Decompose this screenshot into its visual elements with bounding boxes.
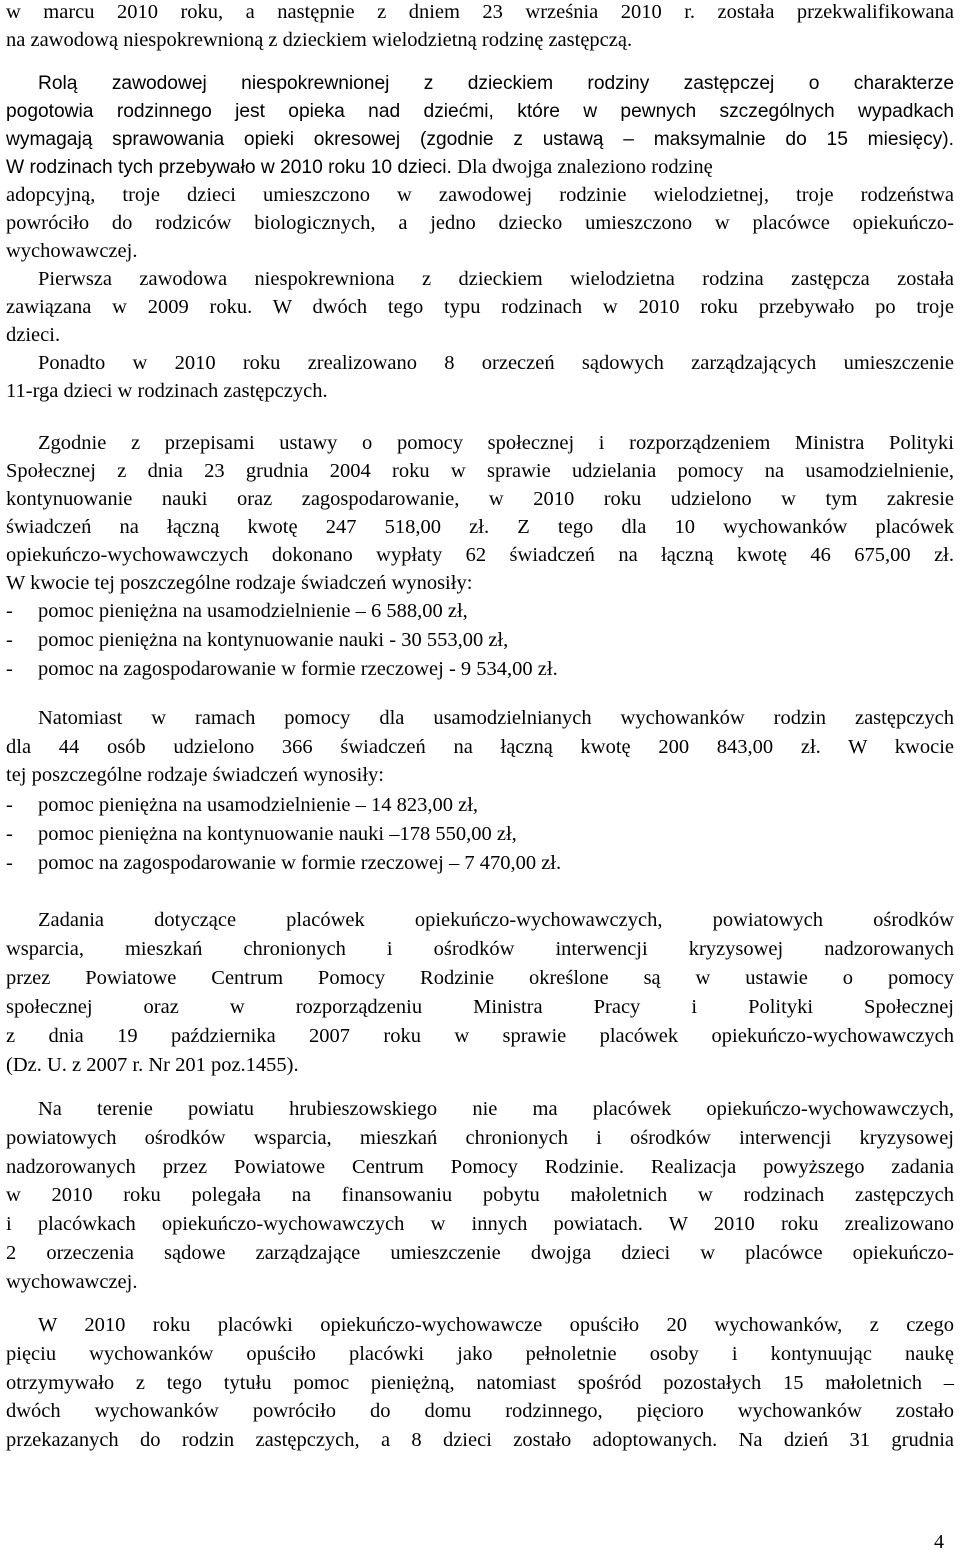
list-item: pomoc na zagospodarowanie w formie rzeczowej - 9 534,00 zł. bbox=[38, 658, 558, 680]
text-line: Natomiast w ramach pomocy dla usamodzielnianych wychowanków rodzin zastępczych bbox=[38, 707, 954, 729]
text-line: powróciło do rodziców biologicznych, a jedno dziecko umieszczono w placówce opiekuńczo- bbox=[6, 212, 954, 234]
text-line: dla 44 osób udzielono 366 świadczeń na łączną kwotę 200 843,00 zł. W kwocie bbox=[6, 736, 954, 758]
text-line: (Dz. U. z 2007 r. Nr 201 poz.1455). bbox=[6, 1054, 299, 1076]
text-line: w 2010 roku polegała na finansowaniu pobytu małoletnich w rodzinach zastępczych bbox=[6, 1184, 954, 1206]
text-line: Ponadto w 2010 roku zrealizowano 8 orzeczeń sądowych zarządzających umieszczenie bbox=[38, 352, 954, 374]
text-line: z dnia 19 października 2007 roku w sprawie placówek opiekuńczo-wychowawczych bbox=[6, 1025, 954, 1047]
text-line: na zawodową niespokrewnioną z dzieckiem wielodzietną rodzinę zastępczą. bbox=[6, 29, 633, 51]
text-line: W kwocie tej poszczególne rodzaje świadczeń wynosiły: bbox=[6, 572, 473, 594]
list-marker: - bbox=[6, 794, 13, 816]
text-line: Zgodnie z przepisami ustawy o pomocy społecznej i rozporządzeniem Ministra Polityki bbox=[38, 432, 954, 454]
text-line: świadczeń na łączną kwotę 247 518,00 zł. Z tego dla 10 wychowanków placówek bbox=[6, 516, 954, 538]
list-marker: - bbox=[6, 852, 13, 874]
text-line: kontynuowanie nauki oraz zagospodarowanie, w 2010 roku udzielono w tym zakresie bbox=[6, 488, 954, 510]
text-line: przez Powiatowe Centrum Pomocy Rodzinie określone są w ustawie o pomocy bbox=[6, 967, 954, 989]
text-line: nadzorowanych przez Powiatowe Centrum Pomocy Rodzinie. Realizacja powyższego zadania bbox=[6, 1156, 954, 1178]
list-marker: - bbox=[6, 629, 13, 651]
text-line: opiekuńczo-wychowawczych dokonano wypłaty 62 świadczeń na łączną kwotę 46 675,00 zł. bbox=[6, 544, 954, 566]
list-marker: - bbox=[6, 658, 13, 680]
text-line: dwóch wychowanków powróciło do domu rodzinnego, pięcioro wychowanków zostało bbox=[6, 1400, 954, 1422]
text-line: i placówkach opiekuńczo-wychowawczych w innych powiatach. W 2010 roku zrealizowano bbox=[6, 1213, 954, 1235]
list-item: pomoc na zagospodarowanie w formie rzeczowej – 7 470,00 zł. bbox=[38, 852, 562, 874]
text-line: przekazanych do rodzin zastępczych, a 8 dzieci zostało adoptowanych. Na dzień 31 grudnia bbox=[6, 1429, 954, 1451]
text-line bbox=[6, 154, 713, 182]
text-line: pięciu wychowanków opuściło placówki jako pełnoletnie osoby i kontynuując naukę bbox=[6, 1343, 954, 1365]
text-line: wymagają sprawowania opieki okresowej (zgodnie z ustawą – maksymalnie do 15 miesięcy). bbox=[6, 129, 954, 150]
text-line: wychowawczej. bbox=[6, 1271, 138, 1293]
text-line: adopcyjną, troje dzieci umieszczono w zawodowej rodzinie wielodzietnej, troje rodzeństwa bbox=[6, 184, 954, 206]
text-line: wychowawczej. bbox=[6, 240, 138, 262]
text-line: tej poszczególne rodzaje świadczeń wynosiły: bbox=[6, 764, 384, 786]
text-line: otrzymywało z tego tytułu pomoc pieniężną, natomiast spośród pozostałych 15 małoletnich – bbox=[6, 1372, 954, 1394]
text-line: dzieci. bbox=[6, 324, 61, 346]
list-item: pomoc pieniężna na kontynuowanie nauki –178 550,00 zł, bbox=[38, 823, 517, 845]
text-line: Rolą zawodowej niespokrewnionej z dzieckiem rodziny zastępczej o charakterze bbox=[38, 73, 954, 94]
list-marker: - bbox=[6, 600, 13, 622]
text-line: 11-rga dzieci w rodzinach zastępczych. bbox=[6, 380, 328, 402]
text-span: W rodzinach tych przebywało w 2010 roku 10 dzieci. bbox=[6, 157, 452, 178]
text-line: pogotowia rodzinnego jest opieka nad dziećmi, które w pewnych szczególnych wypadkach bbox=[6, 101, 954, 122]
text-line: 2 orzeczenia sądowe zarządzające umieszczenie dwojga dzieci w placówce opiekuńczo- bbox=[6, 1242, 954, 1264]
list-item: pomoc pieniężna na kontynuowanie nauki - 30 553,00 zł, bbox=[38, 629, 509, 651]
text-line: wsparcia, mieszkań chronionych i ośrodków interwencji kryzysowej nadzorowanych bbox=[6, 938, 954, 960]
text-line: społecznej oraz w rozporządzeniu Ministra Pracy i Polityki Społecznej bbox=[6, 996, 954, 1018]
list-marker: - bbox=[6, 823, 13, 845]
page-number: 4 bbox=[934, 1531, 944, 1553]
text-line: powiatowych ośrodków wsparcia, mieszkań chronionych i ośrodków interwencji kryzysowej bbox=[6, 1127, 954, 1149]
text-line: Społecznej z dnia 23 grudnia 2004 roku w sprawie udzielania pomocy na usamodzielnienie, bbox=[6, 460, 954, 482]
text-line: Na terenie powiatu hrubieszowskiego nie ma placówek opiekuńczo-wychowawczych, bbox=[38, 1098, 954, 1120]
text-line: Zadania dotyczące placówek opiekuńczo-wychowawczych, powiatowych ośrodków bbox=[38, 909, 954, 931]
text-line: W 2010 roku placówki opiekuńczo-wychowawcze opuściło 20 wychowanków, z czego bbox=[38, 1314, 954, 1336]
text-line: zawiązana w 2009 roku. W dwóch tego typu rodzinach w 2010 roku przebywało po troje bbox=[6, 296, 954, 318]
list-item: pomoc pieniężna na usamodzielnienie – 14 823,00 zł, bbox=[38, 794, 479, 816]
text-line: w marcu 2010 roku, a następnie z dniem 23 września 2010 r. została przekwalifikowana bbox=[6, 1, 954, 23]
text-line: Pierwsza zawodowa niespokrewniona z dzieckiem wielodzietna rodzina zastępcza została bbox=[38, 268, 954, 290]
list-item: pomoc pieniężna na usamodzielnienie – 6 588,00 zł, bbox=[38, 600, 468, 622]
text-span: Dla dwojga znaleziono rodzinę bbox=[457, 156, 713, 178]
